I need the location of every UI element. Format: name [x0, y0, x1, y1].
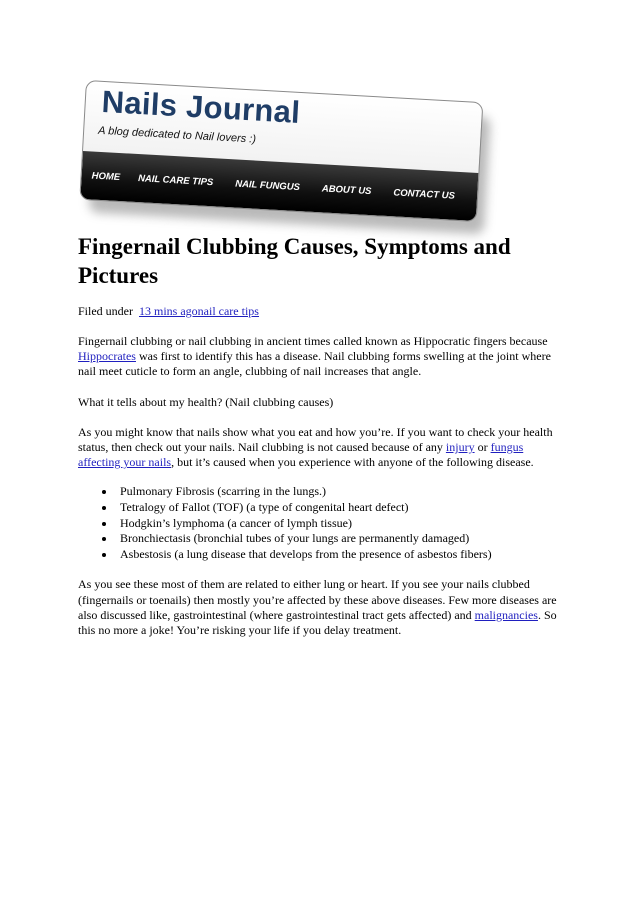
intro-text-start: Fingernail clubbing or nail clubbing in ancient times called known as Hippocratic fingers because	[78, 334, 548, 348]
hippocrates-link[interactable]: Hippocrates	[78, 349, 136, 364]
nav-nail-care-tips[interactable]: NAIL CARE TIPS	[137, 172, 214, 188]
conclusion-text-start: As you see these most of them are related to either lung or heart. If you see your nails clubbed (fingernails or toenails) then mostly you’re affected by these above diseases. Few more diseases are also discussed like, gastrointestinal (where gastrointestinal tract gets affected) and	[78, 577, 557, 622]
article-meta	[78, 304, 564, 319]
question-heading: What it tells about my health? (Nail clubbing causes)	[78, 394, 334, 409]
article-title: Fingernail Clubbing Causes, Symptoms and Pictures	[78, 234, 511, 288]
site-title[interactable]: Nails Journal	[100, 83, 302, 130]
causes-text-start: As you might know that nails show what you eat and how you’re. If you want to check your health status, then check out your nails. Nail clubbing is not caused because of any	[78, 424, 553, 455]
disease-list	[78, 484, 564, 562]
nav-home[interactable]: HOME	[91, 169, 121, 183]
fungus-link[interactable]: fungus affecting your nails	[78, 440, 524, 470]
list-item: • Bronchiectasis (bronchial tubes of your lungs are permanently damaged)	[116, 531, 564, 547]
causes-text-mid: or	[474, 440, 491, 455]
nav-contact-us[interactable]: CONTACT US	[393, 186, 456, 202]
filed-under-label: Filed under	[78, 304, 133, 318]
article	[78, 232, 564, 638]
filed-under-link[interactable]: 13 mins agonail care tips	[139, 304, 259, 318]
intro-paragraph	[78, 334, 564, 380]
injury-link[interactable]: injury	[445, 440, 475, 455]
nav-about-us[interactable]: ABOUT US	[321, 182, 372, 197]
nav-nail-fungus[interactable]: NAIL FUNGUS	[234, 178, 301, 193]
site-banner	[78, 80, 498, 251]
conclusion-paragraph	[78, 577, 564, 638]
list-item: • Hodgkin’s lymphoma (a cancer of lymph tissue)	[116, 516, 564, 532]
intro-text-end: was first to identify this has a disease. Nail clubbing forms swelling at the joint where nail meet cuticle to form an angle, clubbing of nail increases that angle.	[78, 349, 551, 379]
malignancies-link[interactable]: malignancies	[474, 607, 538, 622]
list-item: • Pulmonary Fibrosis (scarring in the lungs.)	[116, 484, 564, 500]
conclusion-text-end: . So this no more a joke! You’re risking your life if you delay treatment.	[78, 607, 557, 637]
causes-text-end: , but it’s caused when you experience with anyone of the following disease.	[171, 455, 534, 470]
list-item: • Tetralogy of Fallot (TOF) (a type of congenital heart defect)	[116, 500, 564, 516]
site-tagline: A blog dedicated to Nail lovers :)	[97, 124, 257, 146]
list-item: • Asbestosis (a lung disease that develops from the presence of asbestos fibers)	[116, 547, 564, 563]
causes-paragraph	[78, 425, 564, 471]
banner-box	[79, 80, 483, 222]
